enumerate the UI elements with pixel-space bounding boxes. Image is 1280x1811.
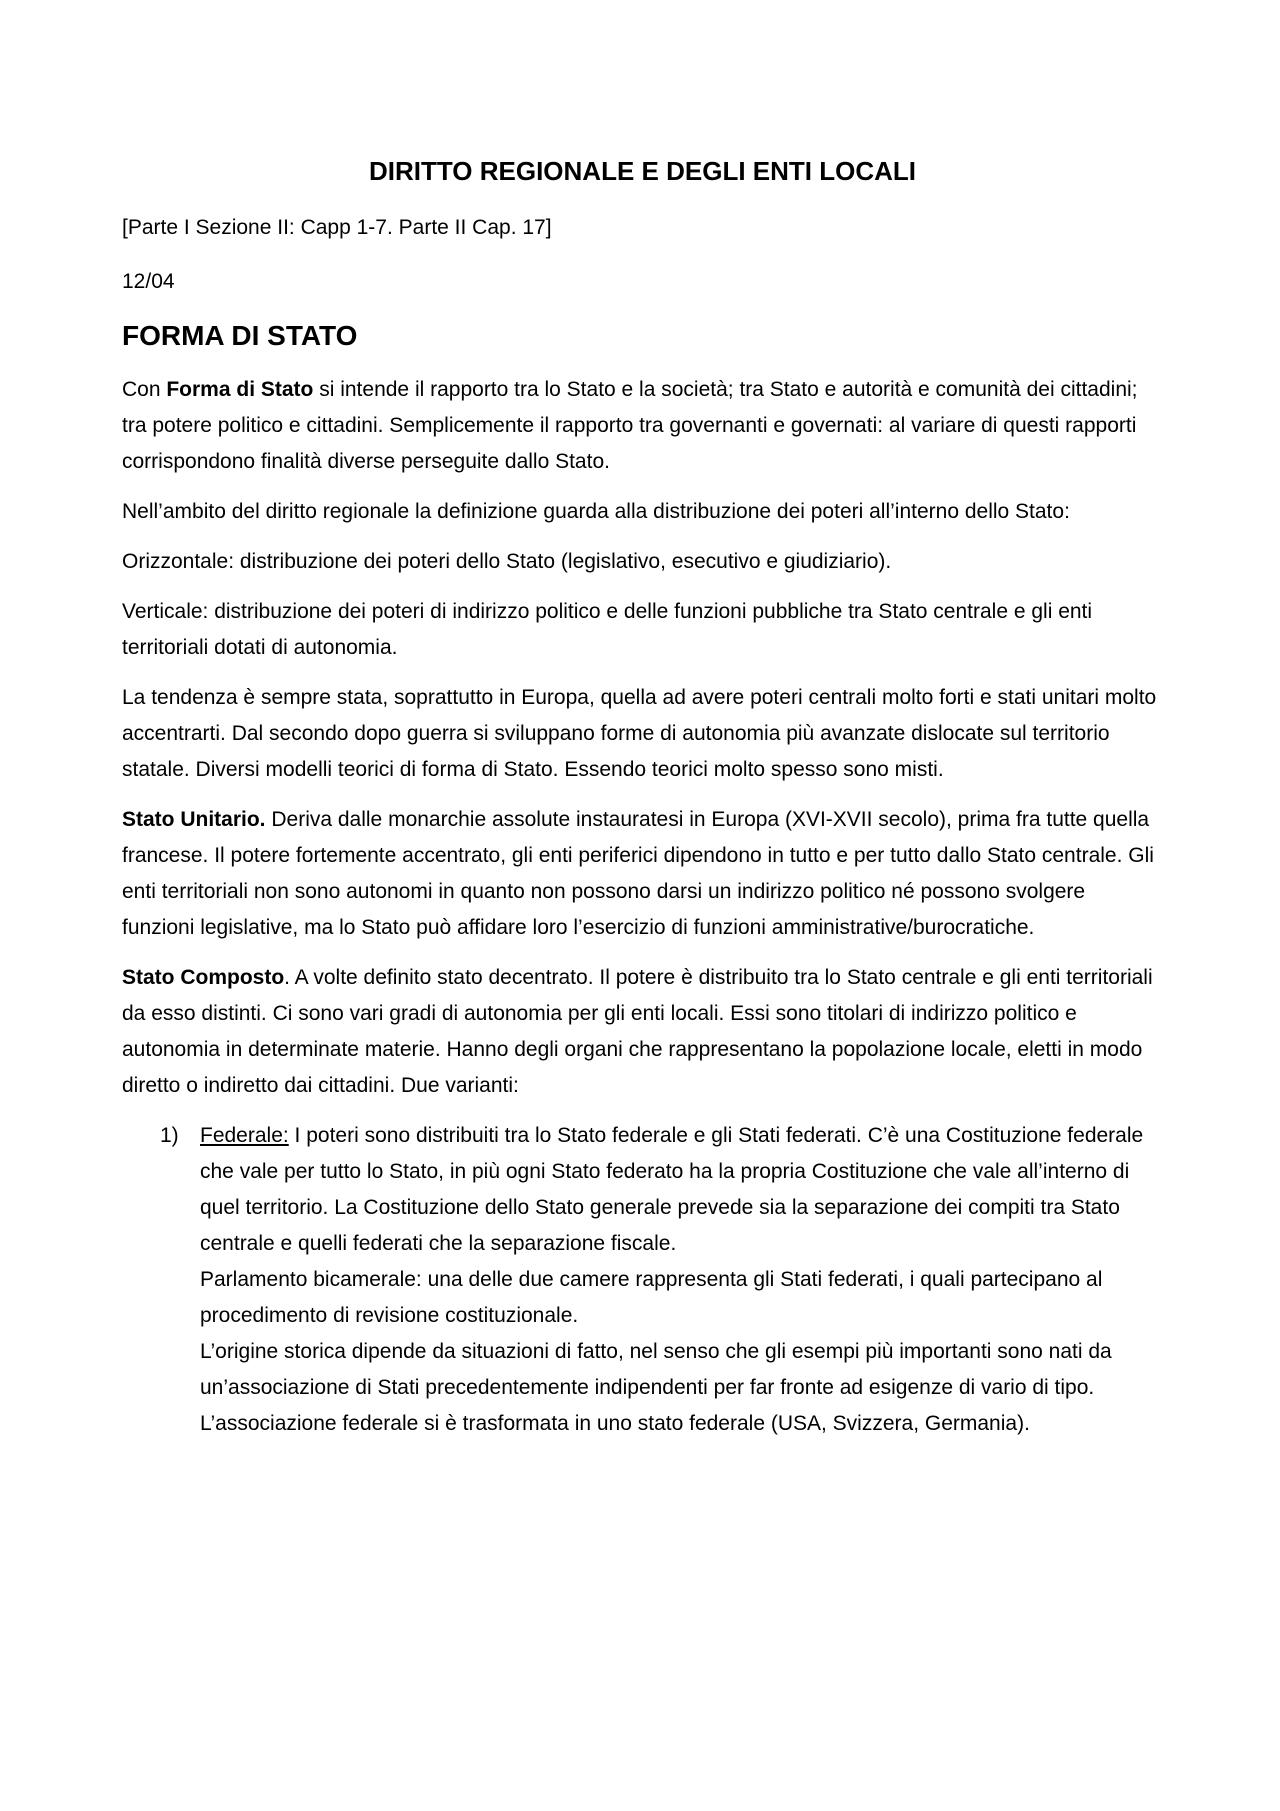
paragraph-stato-unitario — [122, 802, 1163, 946]
paragraph-tendenza: La tendenza è sempre stata, soprattutto in Europa, quella ad avere poteri centrali molto forti e stati unitari molto accentrarti. Dal secondo dopo guerra si sviluppano forme di autonomia più avanzate dislocate sul territorio statale. Diversi modelli teorici di forma di Stato. Essendo teorici molto spesso sono misti. — [122, 686, 1157, 781]
composto-text: . A volte definito stato decentrato. Il potere è distribuito tra lo Stato centrale e gli enti territoriali da esso distinti. Ci sono vari gradi di autonomia per gli enti locali. Essi sono titolari di indirizzo politico e autonomia in determinate materie. Hanno degli organi che rappresentano la popolazione locale, eletti in modo diretto o indiretto dai cittadini. Due varianti: — [122, 966, 1153, 1097]
intro-term: Forma di Stato — [166, 378, 314, 401]
unitario-term: Stato Unitario. — [122, 808, 266, 831]
list-item-line2: Parlamento bicamerale: una delle due camere rappresenta gli Stati federati, i quali partecipano al procedimento di revisione costituzionale. — [200, 1268, 1103, 1327]
paragraph-regional: Nell’ambito del diritto regionale la definizione guarda alla distribuzione dei poteri all’interno dello Stato: — [122, 500, 1070, 523]
list-item-text: I poteri sono distribuiti tra lo Stato federale e gli Stati federati. C’è una Costituzione federale che vale per tutto lo Stato, in più ogni Stato federato ha la propria Costituzione che vale all’interno di quel territorio. La Costituzione dello Stato generale prevede sia la separazione dei compiti tra Stato centrale e quelli federati che la separazione fiscale. — [200, 1124, 1144, 1255]
list-number: 1) — [160, 1124, 179, 1147]
composto-term: Stato Composto — [122, 966, 285, 989]
list-item — [122, 1118, 1163, 1442]
variants-list — [122, 1118, 1163, 1442]
course-reference: [Parte I Sezione II: Capp 1-7. Parte II Cap. 17] — [122, 216, 552, 239]
list-item-line3: L’origine storica dipende da situazioni di fatto, nel senso che gli esempi più importanti sono nati da un’associazione di Stati precedentemente indipendenti per far fronte ad esigenze di vario di tipo. L’associazione federale si è trasformata in uno stato federale (USA, Svizzera, Germania). — [200, 1340, 1112, 1435]
paragraph-orizzontale: Orizzontale: distribuzione dei poteri dello Stato (legislativo, esecutivo e giudiziario). — [122, 550, 892, 573]
paragraph-verticale: Verticale: distribuzione dei poteri di indirizzo politico e delle funzioni pubbliche tra Stato centrale e gli enti territoriali dotati di autonomia. — [122, 600, 1093, 659]
paragraph-stato-composto — [122, 960, 1163, 1104]
document-title: DIRITTO REGIONALE E DEGLI ENTI LOCALI — [369, 156, 916, 186]
intro-text: si intende il rapporto tra lo Stato e la società; tra Stato e autorità e comunità dei cittadini; tra potere politico e cittadini. Semplicemente il rapporto tra governanti e governati: al variare di questi rapporti corrispondono finalità diverse perseguite dallo Stato. — [122, 378, 1138, 473]
unitario-text: Deriva dalle monarchie assolute instauratesi in Europa (XVI-XVII secolo), prima fra tutte quella francese. Il potere fortemente accentrato, gli enti periferici dipendono in tutto e per tutto dallo Stato centrale. Gli enti territoriali non sono autonomi in quanto non possono darsi un indirizzo politico né possono svolgere funzioni legislative, ma lo Stato può affidare loro l’esercizio di funzioni amministrative/burocratiche. — [122, 808, 1154, 939]
lecture-date: 12/04 — [122, 270, 175, 293]
intro-prefix: Con — [122, 378, 167, 401]
paragraph-intro — [122, 372, 1163, 480]
section-heading: FORMA DI STATO — [122, 320, 358, 351]
list-item-term: Federale: — [200, 1124, 289, 1147]
